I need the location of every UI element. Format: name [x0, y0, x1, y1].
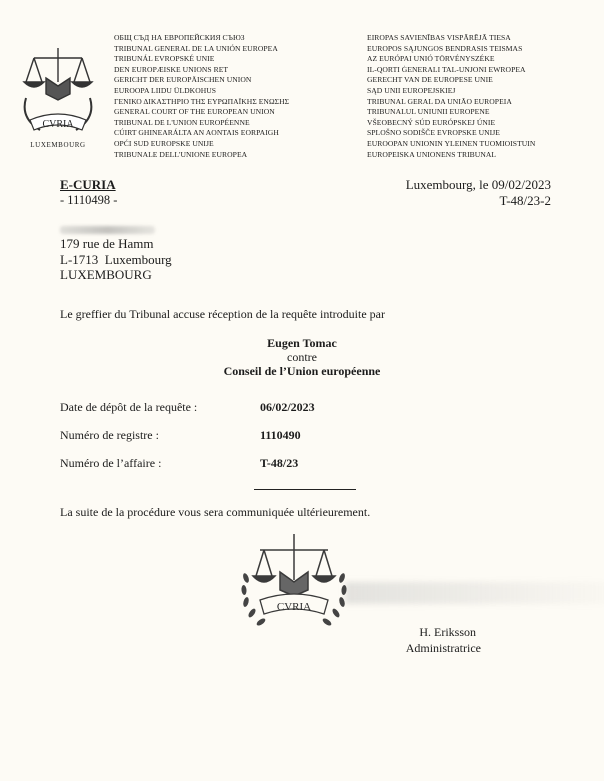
divider — [254, 489, 356, 490]
court-name: EUROPEISKA UNIONENS TRIBUNAL — [367, 149, 497, 159]
case-reference: T-48/23-2 — [499, 192, 551, 208]
court-name: TRIBUNÁL EVROPSKÉ UNIE — [114, 54, 215, 64]
court-name: IL-QORTI ĠENERALI TAL-UNJONI EWROPEA — [367, 64, 526, 74]
scales-of-justice-icon — [12, 38, 104, 138]
closing-text: La suite de la procédure vous sera communiquée ultérieurement. — [60, 505, 371, 519]
parties-block — [0, 336, 604, 378]
court-name: GENERAL COURT OF THE EUROPEAN UNION — [114, 107, 275, 117]
court-name: VŠEOBECNÝ SÚD EURÓPSKEJ ÚNIE — [367, 117, 496, 127]
place-date: Luxembourg, le 09/02/2023 — [405, 177, 551, 192]
court-name: TRIBUNALUL UNIUNII EUROPENE — [367, 107, 490, 117]
field-value: T-48/23 — [260, 456, 299, 470]
court-name: SPLOŠNO SODIŠČE EVROPSKE UNIJE — [367, 128, 500, 138]
laurel-scales-icon — [236, 530, 352, 638]
court-name: ОБЩ СЪД НА ЕВРОПЕЙСКИЯ СЪЮЗ — [114, 33, 245, 42]
field-value: 1110490 — [260, 428, 301, 442]
curia-stamp — [236, 530, 352, 638]
court-name: EUROOPA LIIDU ÜLDKOHUS — [114, 85, 217, 95]
court-name: TRIBUNAL DE L'UNION EUROPÉENNE — [114, 117, 250, 127]
court-name: EUROOPAN UNIONIN YLEINEN TUOMIOISTUIN — [367, 138, 536, 148]
field-value: 06/02/2023 — [260, 400, 315, 414]
signatory-name: H. Eriksson — [419, 625, 476, 639]
applicant-name: Eugen Tomac — [267, 336, 337, 350]
reference-number: - 1110498 - — [60, 193, 118, 207]
address-street: 179 rue de Hamm — [60, 236, 154, 251]
field-label: Numéro de l’affaire : — [60, 456, 162, 470]
dateline — [406, 177, 551, 208]
court-name: EUROPOS SĄJUNGOS BENDRASIS TEISMAS — [367, 43, 523, 53]
court-name: EIROPAS SAVIENĪBAS VISPĀRĒJĀ TIESA — [367, 33, 511, 42]
stamp-text: CVRIA — [276, 601, 312, 613]
court-name: CÚIRT GHINEARÁLTA AN AONTAIS EORPAIGH — [114, 128, 279, 138]
curia-logo — [12, 38, 104, 148]
court-name: AZ EURÓPAI UNIÓ TÖRVÉNYSZÉKE — [367, 54, 495, 64]
court-name: DEN EUROPÆISKE UNIONS RET — [114, 64, 229, 74]
court-name: GERECHT VAN DE EUROPESE UNIE — [367, 75, 493, 85]
versus-text: contre — [287, 350, 317, 364]
logo-city: LUXEMBOURG — [30, 141, 86, 149]
address-postal: L-1713 Luxembourg — [60, 251, 172, 267]
court-name: OPĆI SUD EUROPSKE UNIJE — [114, 138, 214, 148]
court-name: TRIBUNALE DELL'UNIONE EUROPEA — [114, 149, 248, 159]
court-names-right — [367, 33, 535, 160]
court-name: GERICHT DER EUROPÄISCHEN UNION — [114, 75, 252, 85]
address-country: LUXEMBOURG — [60, 267, 152, 282]
redacted-name — [60, 226, 155, 234]
intro-text: Le greffier du Tribunal accuse réception de la requête introduite par — [60, 307, 385, 321]
court-name: TRIBUNAL GENERAL DE LA UNIÓN EUROPEA — [114, 43, 278, 53]
court-name: SĄD UNII EUROPEJSKIEJ — [367, 85, 456, 95]
delivery-channel: E-CURIA — [60, 177, 116, 192]
court-name: TRIBUNAL GERAL DA UNIÃO EUROPEIA — [367, 96, 512, 106]
stamp-shadow — [345, 582, 604, 604]
address-block — [60, 236, 172, 283]
court-names-left — [114, 33, 289, 160]
court-name: ΓΕΝΙΚΟ ΔΙΚΑΣΤΗΡΙΟ ΤΗΣ ΕΥΡΩΠΑΪΚΗΣ ΕΝΩΣΗΣ — [114, 96, 290, 106]
field-label: Date de dépôt de la requête : — [60, 400, 198, 414]
signatory-title: Administratrice — [405, 641, 481, 655]
defendant-name: Conseil de l’Union européenne — [223, 364, 381, 378]
field-label: Numéro de registre : — [60, 428, 159, 442]
logo-text: CVRIA — [42, 119, 74, 130]
signature-block — [406, 624, 481, 656]
